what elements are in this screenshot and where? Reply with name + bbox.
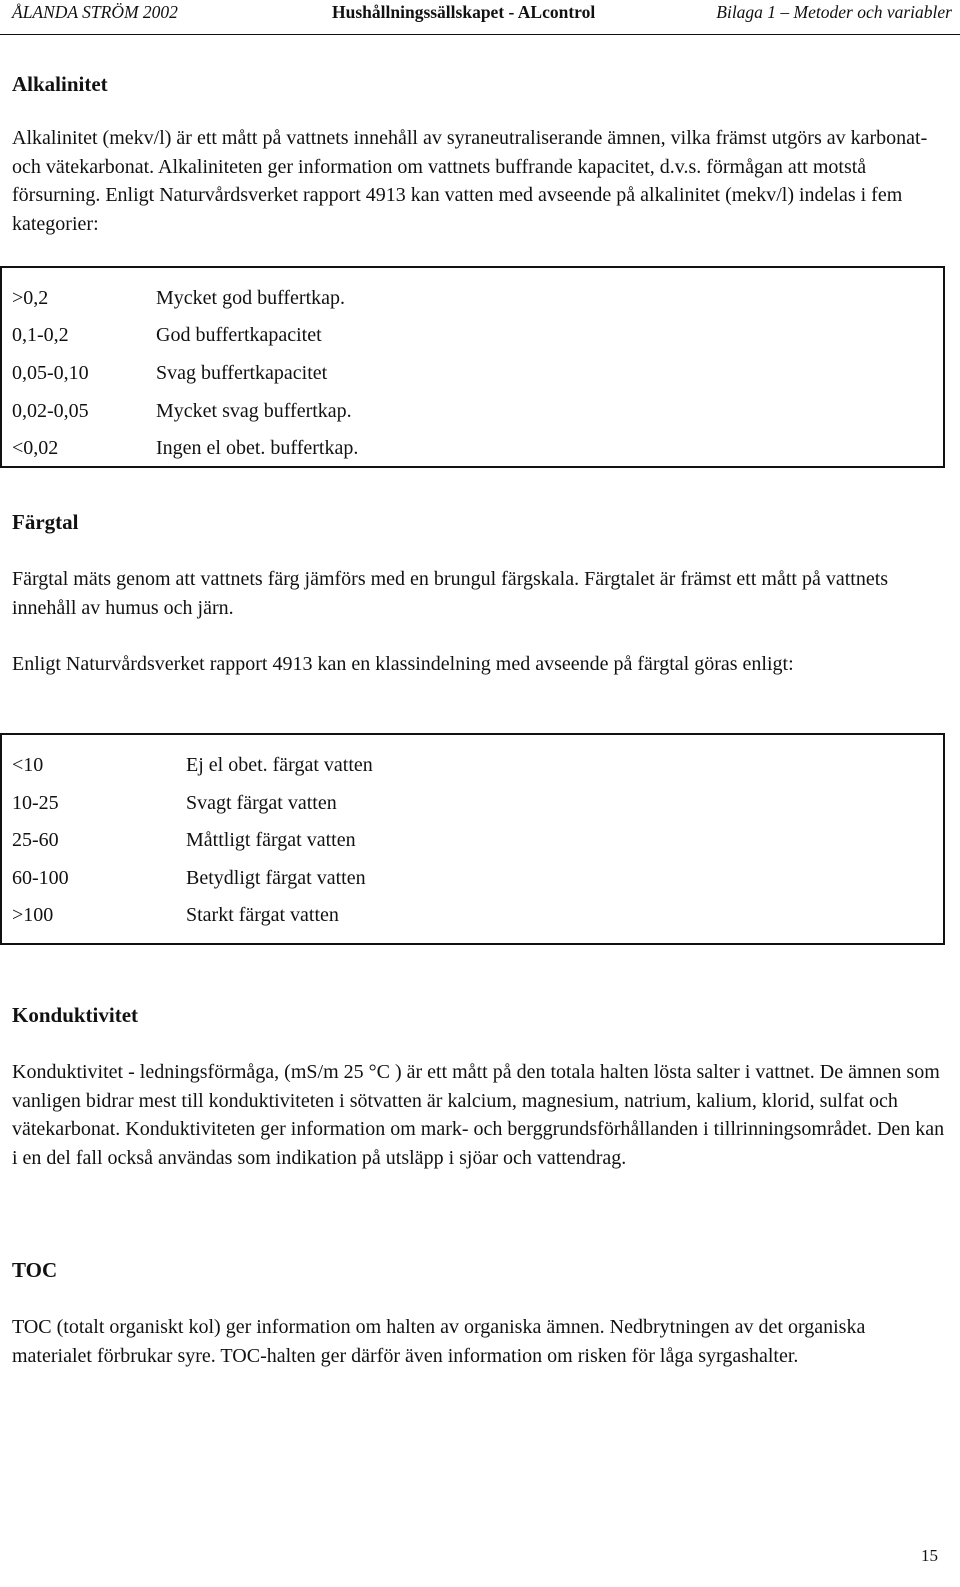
konduktivitet-paragraph: Konduktivitet - ledningsförmåga, (mS/m 25 °C ) är ett mått på den totala halten lösta salter i vattnet. De ämnen som vanligen bidrar mest till konduktiviteten i sötvatten är kalcium, magnesium, natrium, kalium, klorid, sulfat och vätekarbonat. Konduktiviteten ger information om mark- och berggrundsförhållanden i tillrinningsområdet. Den kan i en del fall också användas som indikation på utsläpp i sjöar och vattendrag.	[12, 1061, 945, 1169]
category-label: Måttligt färgat vatten	[186, 829, 356, 851]
category-range: 0,1-0,2	[12, 324, 69, 346]
fargtal-paragraph-2: Enligt Naturvårdsverket rapport 4913 kan en klassindelning med avseende på färgtal göras enligt:	[12, 653, 794, 675]
category-range: 25-60	[12, 829, 59, 851]
category-range: <10	[12, 754, 44, 776]
category-range: 10-25	[12, 792, 59, 814]
fargtal-category-box	[0, 733, 945, 945]
fargtal-heading: Färgtal	[12, 510, 79, 534]
konduktivitet-heading: Konduktivitet	[12, 1003, 139, 1027]
category-label: Svagt färgat vatten	[186, 792, 337, 814]
category-label: Starkt färgat vatten	[186, 904, 339, 926]
category-label: Ej el obet. färgat vatten	[186, 754, 373, 776]
page-number: 15	[921, 1546, 938, 1565]
category-range: >100	[12, 904, 54, 926]
header-divider	[0, 34, 960, 35]
category-label: God buffertkapacitet	[156, 324, 322, 346]
header-center: Hushållningssällskapet - ALcontrol	[332, 2, 596, 22]
header-left: ÅLANDA STRÖM 2002	[12, 2, 178, 22]
fargtal-paragraph-1: Färgtal mäts genom att vattnets färg jämförs med en brungul färgskala. Färgtalet är främst ett mått på vattnets innehåll av humus och järn.	[12, 568, 889, 619]
category-range: >0,2	[12, 287, 49, 309]
alkalinitet-heading: Alkalinitet	[12, 72, 108, 96]
category-range: 0,02-0,05	[12, 400, 89, 422]
toc-paragraph: TOC (totalt organiskt kol) ger information om halten av organiska ämnen. Nedbrytningen av det organiska materialet förbrukar syre. TOC-halten ger därför även information om risken för låga syrgashalter.	[12, 1316, 866, 1367]
page-header	[12, 2, 952, 30]
category-label: Mycket svag buffertkap.	[156, 400, 352, 422]
category-range: <0,02	[12, 437, 59, 459]
alkalinitet-paragraph: Alkalinitet (mekv/l) är ett mått på vattnets innehåll av syraneutraliserande ämnen, vilka främst utgörs av karbonat- och vätekarbonat. Alkaliniteten ger information om vattnets buffrande kapacitet, d.v.s. förmågan att motstå försurning. Enligt Naturvårdsverket rapport 4913 kan vatten med avseende på alkalinitet (mekv/l) indelas i fem kategorier:	[12, 127, 928, 235]
category-label: Ingen el obet. buffertkap.	[156, 437, 359, 459]
header-right: Bilaga 1 – Metoder och variabler	[716, 2, 952, 22]
category-label: Betydligt färgat vatten	[186, 867, 366, 889]
category-label: Mycket god buffertkap.	[156, 287, 346, 309]
toc-heading: TOC	[12, 1258, 58, 1282]
category-range: 0,05-0,10	[12, 362, 89, 384]
category-label: Svag buffertkapacitet	[156, 362, 328, 384]
category-range: 60-100	[12, 867, 69, 889]
alkalinitet-category-box	[0, 266, 945, 468]
